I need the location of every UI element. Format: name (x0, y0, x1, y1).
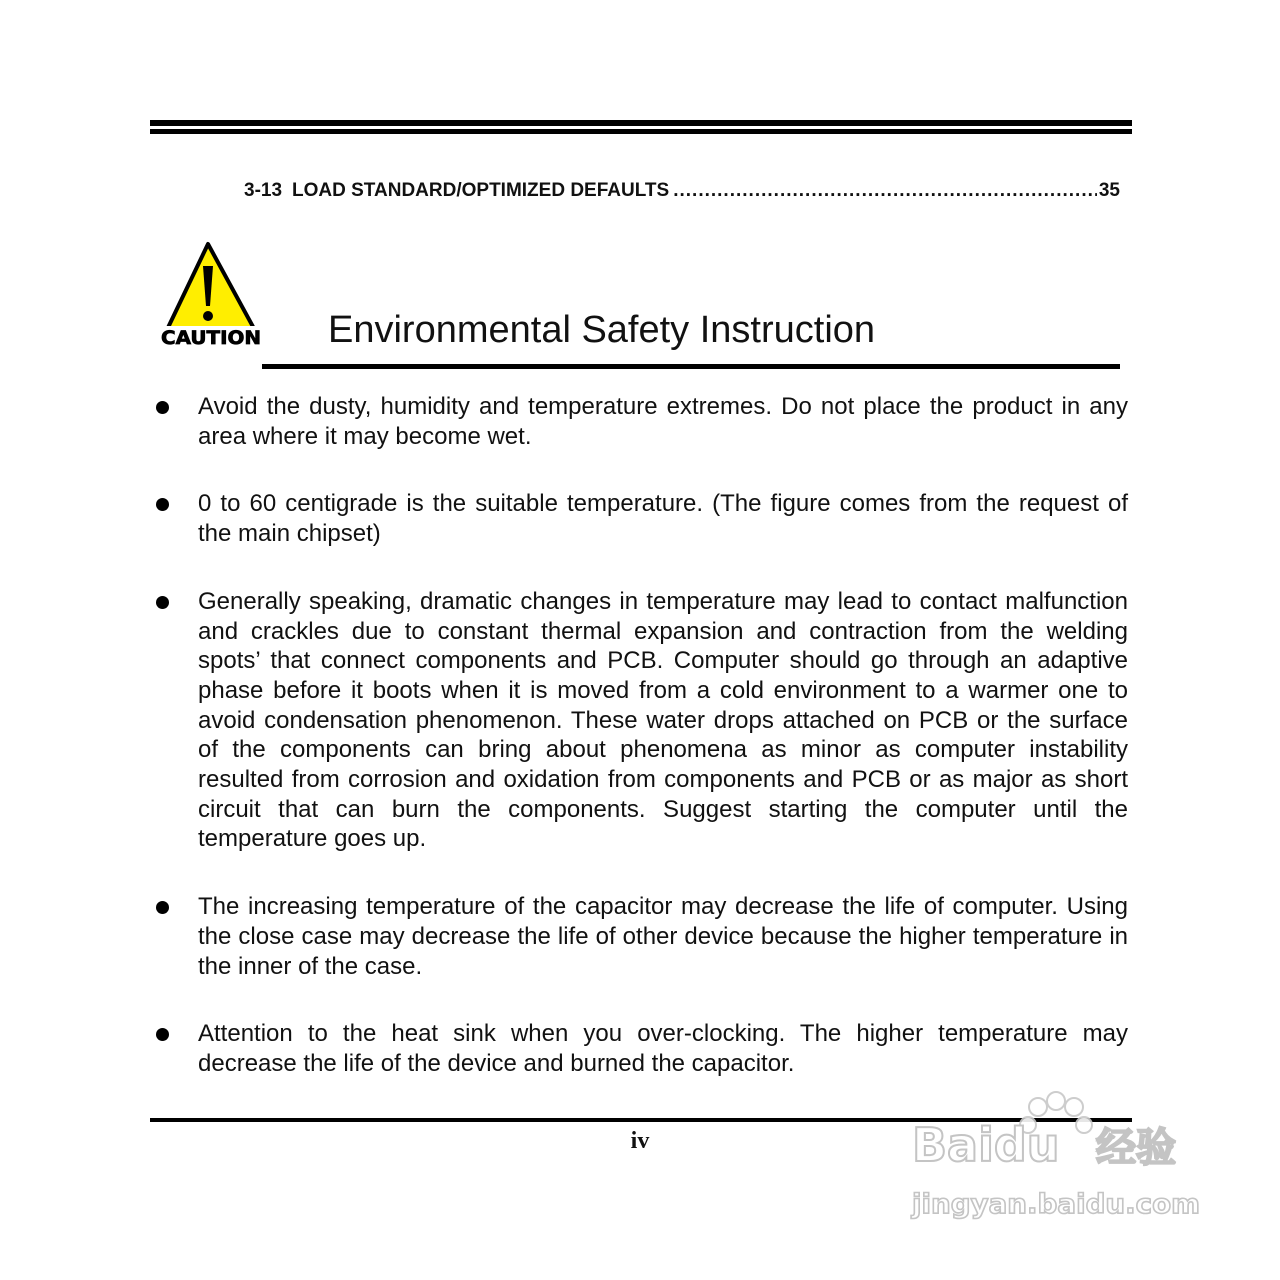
caution-label: CAUTION (161, 327, 261, 349)
bullet-icon (156, 901, 169, 914)
list-item (150, 892, 1128, 981)
list-item (150, 587, 1128, 854)
svg-text:经验: 经验 (1096, 1125, 1176, 1171)
header-rule-thick (150, 120, 1132, 126)
list-item (150, 489, 1128, 548)
baidu-watermark-logo (900, 1085, 1210, 1235)
page-number: iv (630, 1128, 650, 1154)
toc-entry[interactable] (244, 180, 1120, 202)
toc-title: LOAD STANDARD/OPTIMIZED DEFAULTS (292, 180, 670, 201)
list-item (150, 392, 1128, 451)
bullet-icon (156, 1028, 169, 1041)
toc-page-number: 35 (1098, 180, 1120, 201)
bullet-icon (156, 401, 169, 414)
heading-underline (262, 364, 1120, 369)
bullet-icon (156, 498, 169, 511)
list-item (150, 1019, 1128, 1078)
list-item-text: Attention to the heat sink when you over-clocking. The higher temperature may decrease the life of the device and burned the capacitor. (198, 1020, 1128, 1077)
section-heading: Environmental Safety Instruction (328, 309, 876, 351)
toc-number: 3-13 (244, 180, 283, 201)
bullet-icon (156, 596, 169, 609)
svg-text:jingyan.baidu.com: jingyan.baidu.com (910, 1189, 1200, 1220)
toc-leader-dots (673, 180, 1097, 202)
list-item-text: The increasing temperature of the capacitor may decrease the life of computer. Using the close case may decrease the life of other device because the higher temperature in the inner of the case. (198, 893, 1128, 980)
caution-warning-icon (158, 240, 264, 350)
list-item-text: 0 to 60 centigrade is the suitable temperature. (The figure comes from the request of the main chipset) (198, 490, 1128, 548)
safety-instruction-list (150, 392, 1128, 1079)
header-rule-thin (150, 129, 1132, 134)
list-item-text: Generally speaking, dramatic changes in temperature may lead to contact malfunction and crackles due to constant thermal expansion and contraction from the welding spots’ that connect components and PCB. Computer should go through an adaptive phase before it boots when it is moved from a cold environment to a warmer one to avoid condensation phenomenon. These water drops attached on PCB or the surface of the components can bring about phenomena as minor as computer instability resulted from corrosion and oxidation from components and PCB or as major as short circuit that can burn the components. Suggest starting the computer until the temperature goes up. (198, 587, 1128, 853)
svg-text:Baidu: Baidu (912, 1118, 1060, 1172)
list-item-text: Avoid the dusty, humidity and temperature extremes. Do not place the product in any area where it may become wet. (198, 393, 1128, 450)
